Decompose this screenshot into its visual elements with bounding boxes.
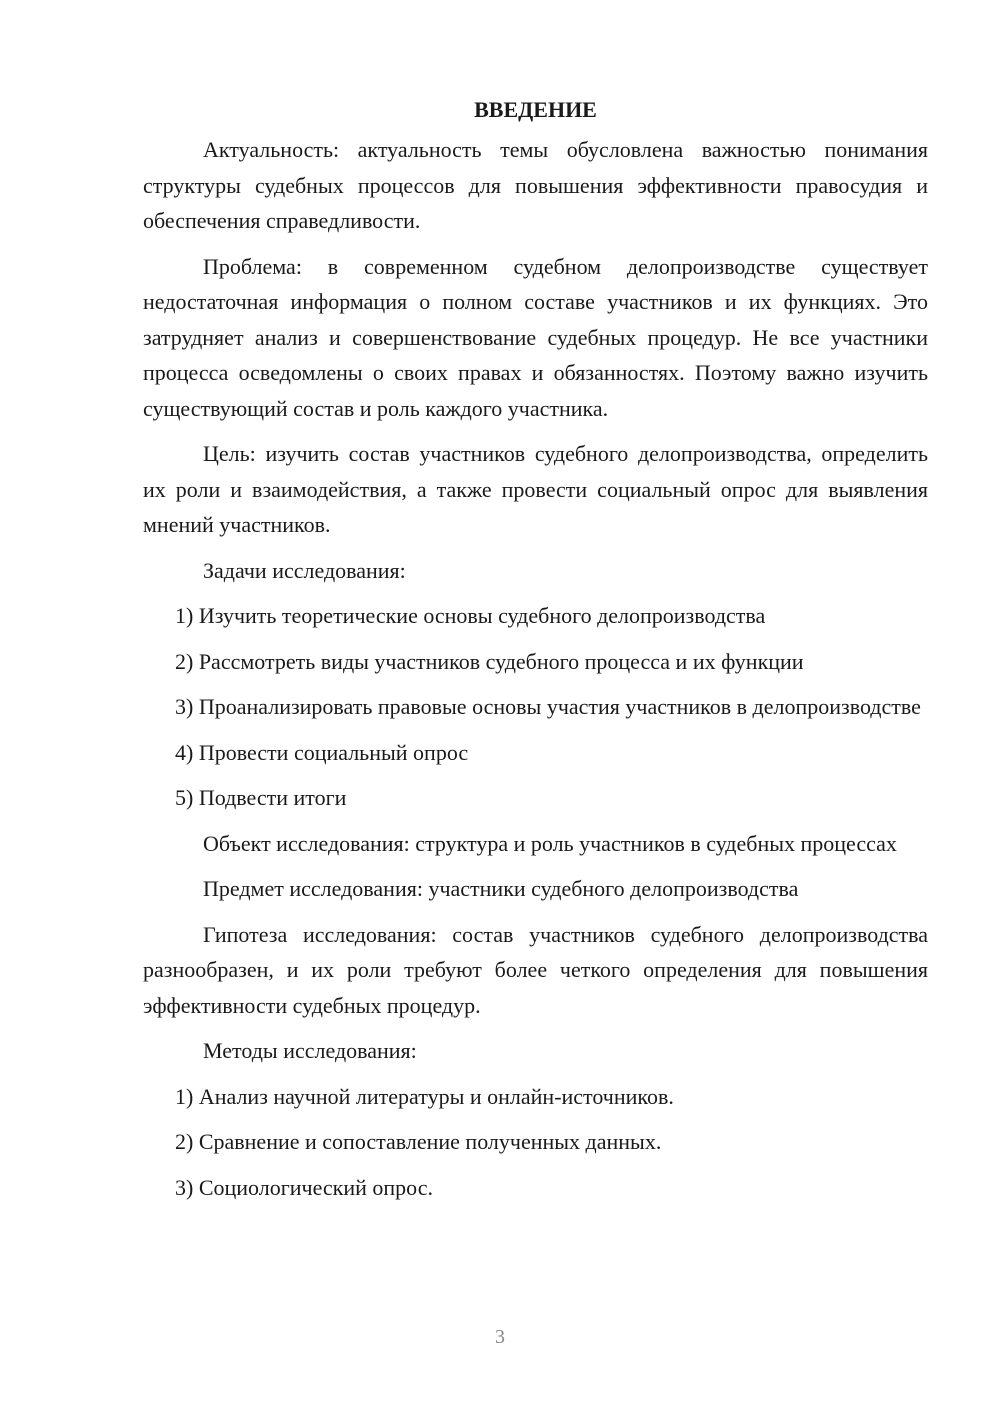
- method-item-1: 1) Анализ научной литературы и онлайн-источников.: [175, 1083, 674, 1109]
- task-item-1: 1) Изучить теоретические основы судебного делопроизводства: [175, 603, 766, 628]
- document-page: [143, 92, 928, 1215]
- tasks-heading: Задачи исследования:: [203, 557, 406, 583]
- paragraph-hypothesis: Гипотеза исследования: состав участников судебного делопроизводства разнообразен, и их роли требуют более четкого определения для повышения эффективности судебных процедур.: [143, 921, 928, 1018]
- task-item-5: 5) Подвести итоги: [175, 785, 347, 810]
- paragraph-problem: Проблема: в современном судебном делопроизводстве существует недостаточная информация о полном составе участников и их функциях. Это затрудняет анализ и совершенствование судебных процедур. Не все участники процесса осведомлены о своих правах и обязанностях. Поэтому важно изучить существующий состав и роль каждого участника.: [143, 253, 928, 421]
- methods-heading: Методы исследования:: [203, 1038, 417, 1063]
- method-item-3: 3) Социологический опрос.: [175, 1174, 433, 1200]
- task-item-4: 4) Провести социальный опрос: [175, 739, 469, 765]
- paragraph-relevance: Актуальность: актуальность темы обусловлена важностью понимания структуры судебных процессов для повышения эффективности правосудия и обеспечения справедливости.: [143, 137, 928, 233]
- paragraph-subject: Предмет исследования: участники судебного делопроизводства: [203, 876, 799, 901]
- page-title: ВВЕДЕНИЕ: [474, 97, 597, 122]
- page-number: 3: [495, 1326, 505, 1348]
- task-item-3: 3) Проанализировать правовые основы участия участников в делопроизводстве: [175, 694, 921, 719]
- task-item-2: 2) Рассмотреть виды участников судебного процесса и их функции: [175, 648, 804, 674]
- paragraph-goal: Цель: изучить состав участников судебного делопроизводства, определить их роли и взаимодействия, а также провести социальный опрос для выявления мнений участников.: [143, 441, 928, 537]
- method-item-2: 2) Сравнение и сопоставление полученных данных.: [175, 1129, 662, 1154]
- paragraph-object: Объект исследования: структура и роль участников в судебных процессах: [203, 830, 897, 856]
